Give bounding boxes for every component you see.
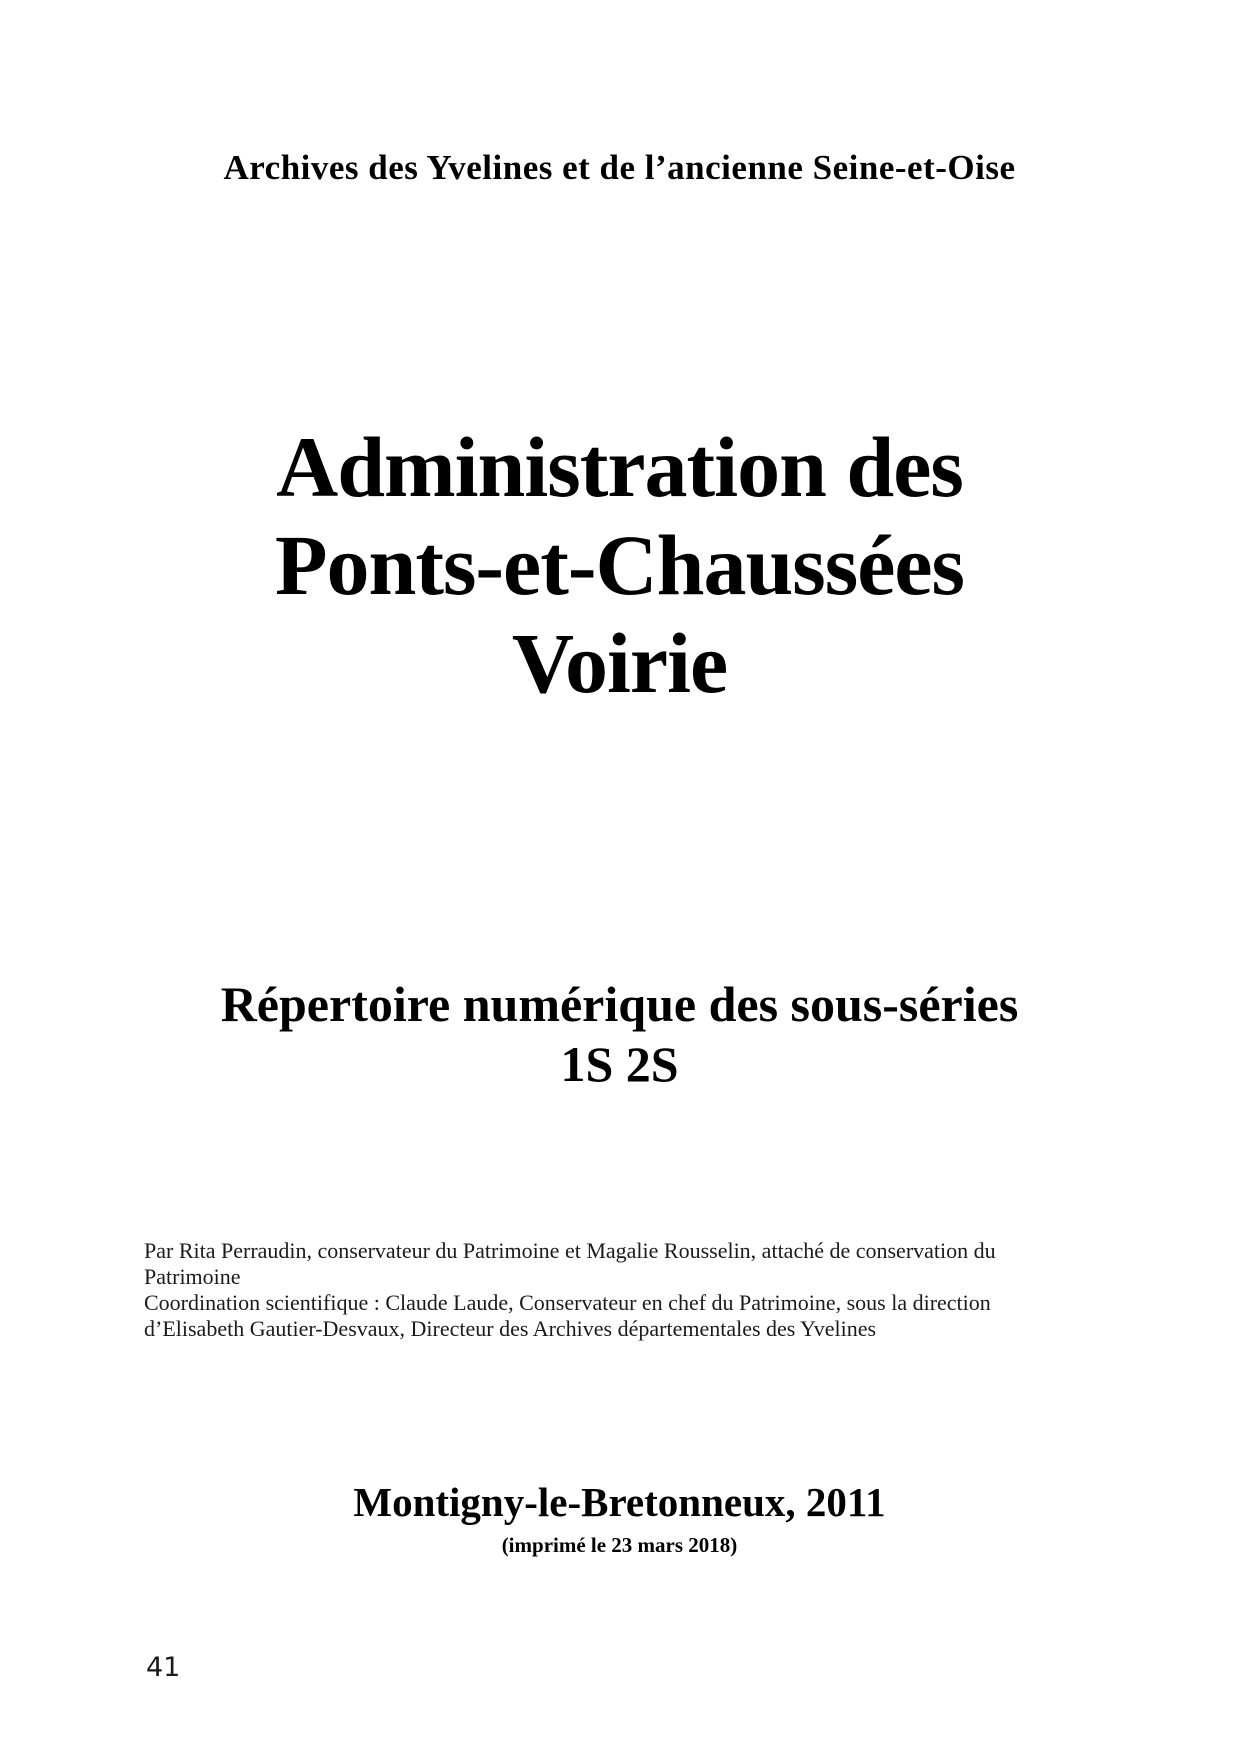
credits-block — [144, 1238, 1074, 1342]
printed-date-note: (imprimé le 23 mars 2018) — [501, 1533, 738, 1557]
main-title — [0, 418, 1239, 712]
credits-line-2: Patrimoine — [144, 1264, 241, 1289]
subtitle-line-1: Répertoire numérique des sous-séries — [220, 976, 1019, 1032]
main-title-line-1: Administration des — [276, 419, 963, 515]
main-title-line-3: Voirie — [511, 615, 728, 711]
subtitle — [0, 974, 1239, 1094]
imprint-line: Montigny-le-Bretonneux, 2011 — [353, 1479, 886, 1525]
subtitle-line-2: 1S 2S — [560, 1036, 679, 1092]
page-number: 41 — [146, 1652, 181, 1683]
credits-line-1: Par Rita Perraudin, conservateur du Patrimoine et Magalie Rousselin, attaché de conservation du — [144, 1238, 996, 1263]
main-title-line-2: Ponts-et-Chaussées — [274, 517, 965, 613]
credits-line-3: Coordination scientifique : Claude Laude, Conservateur en chef du Patrimoine, sous la direction — [144, 1290, 991, 1315]
archive-header: Archives des Yvelines et de l’ancienne Seine-et-Oise — [223, 148, 1016, 187]
credits-line-4: d’Elisabeth Gautier-Desvaux, Directeur des Archives départementales des Yvelines — [144, 1316, 877, 1341]
